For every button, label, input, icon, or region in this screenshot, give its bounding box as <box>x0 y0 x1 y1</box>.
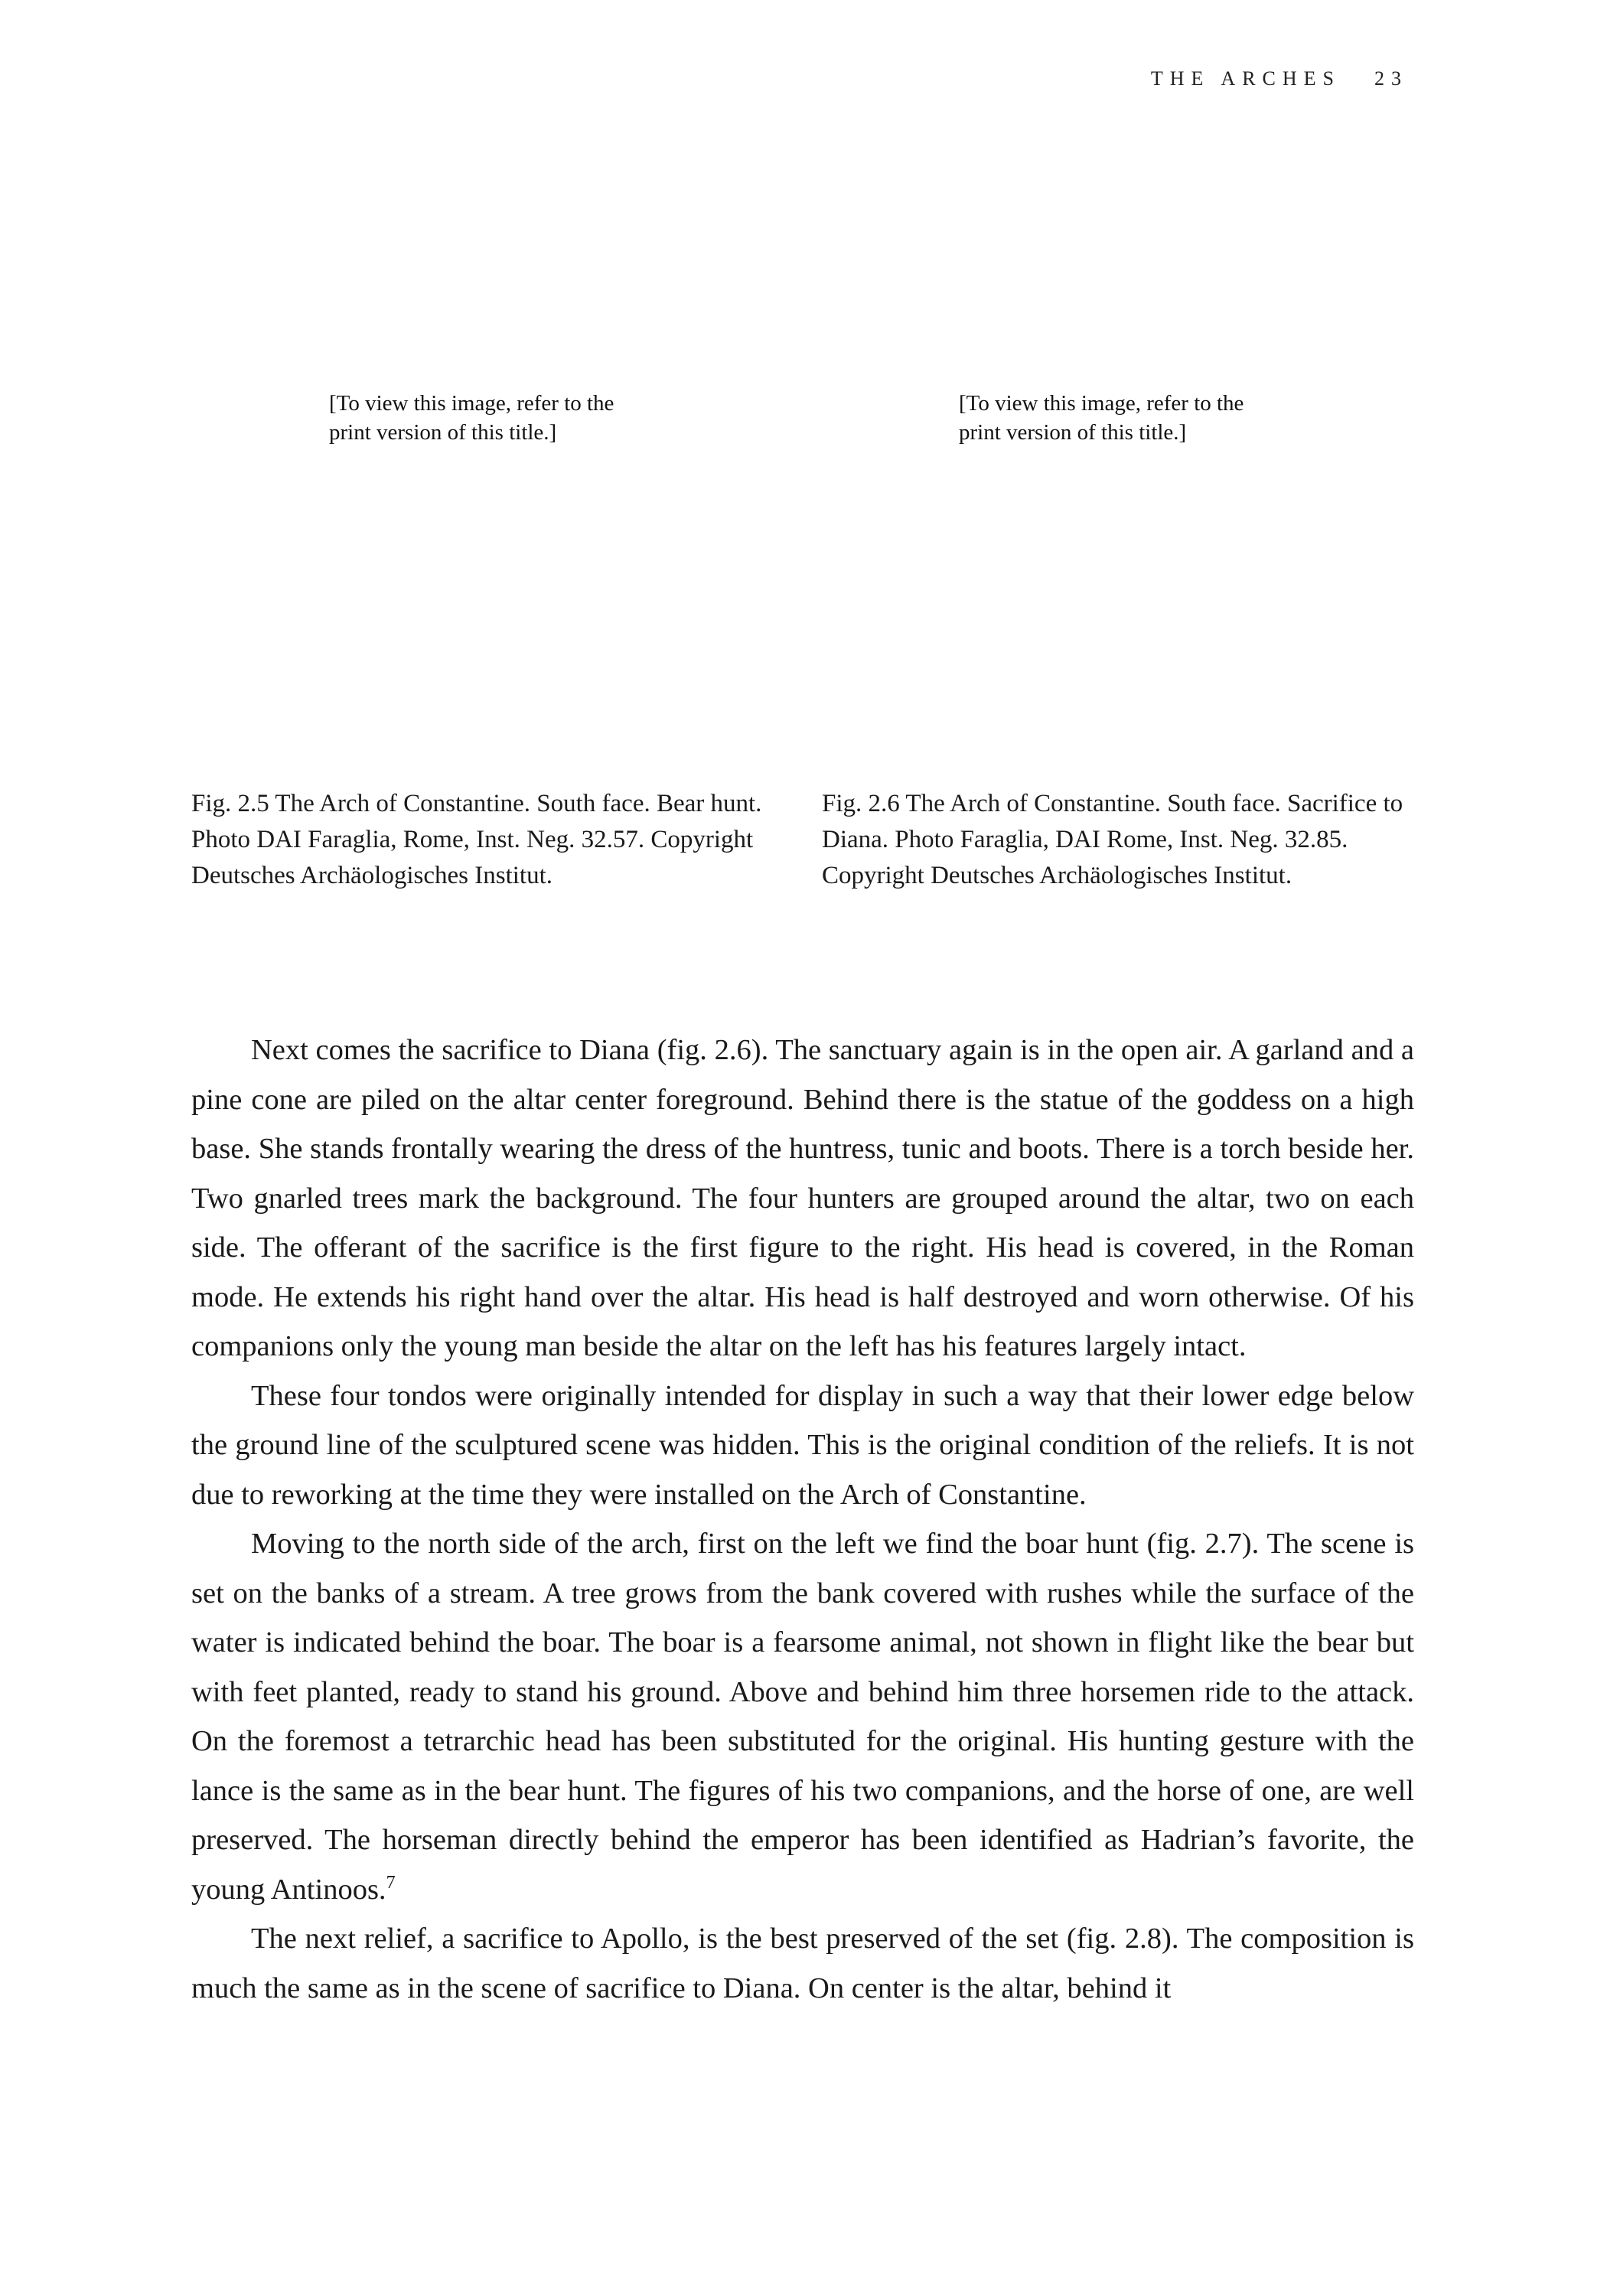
footnote-reference[interactable]: 7 <box>386 1872 396 1893</box>
running-head <box>1087 67 1408 90</box>
running-head-title: THE ARCHES <box>1150 67 1341 90</box>
figure-2-6-placeholder: [To view this image, refer to the print version of this title.] <box>959 391 1244 445</box>
paragraph-text: Moving to the north side of the arch, first on the left we find the boar hunt (fig. 2.7). The scene is set on the banks of a stream. A tree grows from the bank covered with rushes while the surface of the water is indicated behind the boar. The boar is a fearsome animal, not shown in flight like the bear but with feet planted, ready to stand his ground. Above and behind him three horsemen ride to the attack. On the foremost a tetrarchic head has been substituted for the original. His hunting gesture with the lance is the same as in the bear hunt. The figures of his two companions, and the horse of one, are well preserved. The horseman directly behind the emperor has been identified as Hadrian’s favorite, the young Antinoos. <box>191 1528 1414 1906</box>
page-number: 23 <box>1374 67 1408 90</box>
paragraph: The next relief, a sacrifice to Apollo, is the best preserved of the set (fig. 2.8). The composition is much the same as in the scene of sacrifice to Diana. On center is the altar, behind it <box>191 1923 1414 2004</box>
figure-2-5-caption: Fig. 2.5 The Arch of Constantine. South face. Bear hunt. Photo DAI Faraglia, Rome, Inst. Neg. 32.57. Copyright Deutsches Archäologisches Institut. <box>191 790 762 889</box>
figure-2-5-placeholder: [To view this image, refer to the print version of this title.] <box>329 391 614 445</box>
figure-2-6-caption: Fig. 2.6 The Arch of Constantine. South face. Sacrifice to Diana. Photo Faraglia, DAI Rome, Inst. Neg. 32.85. Copyright Deutsches Archäologisches Institut. <box>822 790 1403 889</box>
paragraph: These four tondos were originally intended for display in such a way that their lower edge below the ground line of the sculptured scene was hidden. This is the original condition of the reliefs. It is not due to reworking at the time they were installed on the Arch of Constantine. <box>191 1379 1414 1511</box>
paragraph <box>191 1519 1414 1914</box>
body-text <box>191 1026 1414 2013</box>
paragraph: Next comes the sacrifice to Diana (fig. 2.6). The sanctuary again is in the open air. A garland and a pine cone are piled on the altar center foreground. Behind there is the statue of the goddess on a high base. She stands frontally wearing the dress of the huntress, tunic and boots. There is a torch beside her. Two gnarled trees mark the background. The four hunters are grouped around the altar, two on each side. The offerant of the sacrifice is the first figure to the right. His head is covered, in the Roman mode. He extends his right hand over the altar. His head is half destroyed and worn otherwise. Of his companions only the young man beside the altar on the left has his features largely intact. <box>191 1034 1414 1362</box>
